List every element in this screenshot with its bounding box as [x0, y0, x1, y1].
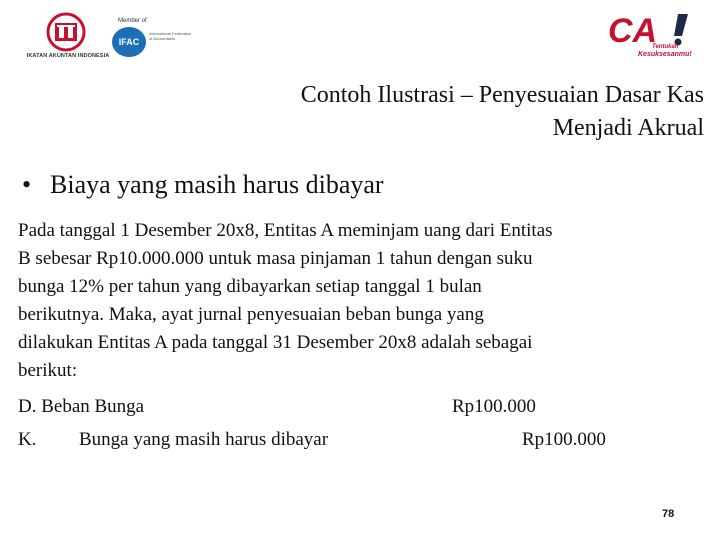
iai-logo-icon [44, 12, 88, 52]
ifac-logo-icon [112, 27, 146, 57]
body-line: Pada tanggal 1 Desember 20x8, Entitas A meminjam uang dari Entitas [18, 220, 553, 241]
ifac-member-label: Member of [118, 18, 147, 24]
ca-tagline-2: Kesuksesanmu! [638, 51, 692, 58]
credit-account: Bunga yang masih harus dibayar [79, 429, 329, 450]
slide-title-line-1: Contoh Ilustrasi – Penyesuaian Dasar Kas [300, 82, 704, 108]
ca-logo [608, 12, 700, 72]
debit-amount: Rp100.000 [452, 396, 536, 417]
ca-tagline-1: Tentukan [652, 44, 679, 50]
journal-debit-row [18, 396, 710, 429]
bullet-heading-text: Biaya yang masih harus dibayar [50, 170, 384, 199]
ifac-name: International Federation of Accountants [149, 31, 192, 41]
credit-code: K. [18, 429, 37, 450]
body-line: B sebesar Rp10.000.000 untuk masa pinjaman 1 tahun dengan suku [18, 248, 533, 269]
body-line: bunga 12% per tahun yang dibayarkan setiap tanggal 1 bulan [18, 276, 482, 297]
page-number: 78 [662, 508, 675, 520]
svg-text:CA: CA [608, 12, 658, 46]
slide-title-line-2: Menjadi Akrual [552, 115, 704, 141]
journal-credit-row [18, 429, 710, 462]
debit-account: D. Beban Bunga [18, 396, 145, 417]
body-paragraph [18, 217, 710, 385]
slide-title [104, 79, 704, 145]
bullet-icon: • [22, 170, 32, 199]
bullet-heading [22, 170, 384, 200]
iai-logo [20, 12, 116, 66]
iai-caption: IKATAN AKUNTAN INDONESIA [26, 53, 110, 59]
ifac-mark: IFAC [118, 37, 140, 47]
journal-entry [18, 396, 710, 462]
credit-amount: Rp100.000 [522, 429, 606, 450]
body-line: berikutnya. Maka, ayat jurnal penyesuaian beban bunga yang [18, 304, 484, 325]
ifac-logo [112, 18, 194, 58]
body-line: dilakukan Entitas A pada tanggal 31 Desember 20x8 adalah sebagai [18, 332, 533, 353]
body-line: berikut: [18, 360, 78, 381]
ca-logo-icon [608, 12, 700, 46]
